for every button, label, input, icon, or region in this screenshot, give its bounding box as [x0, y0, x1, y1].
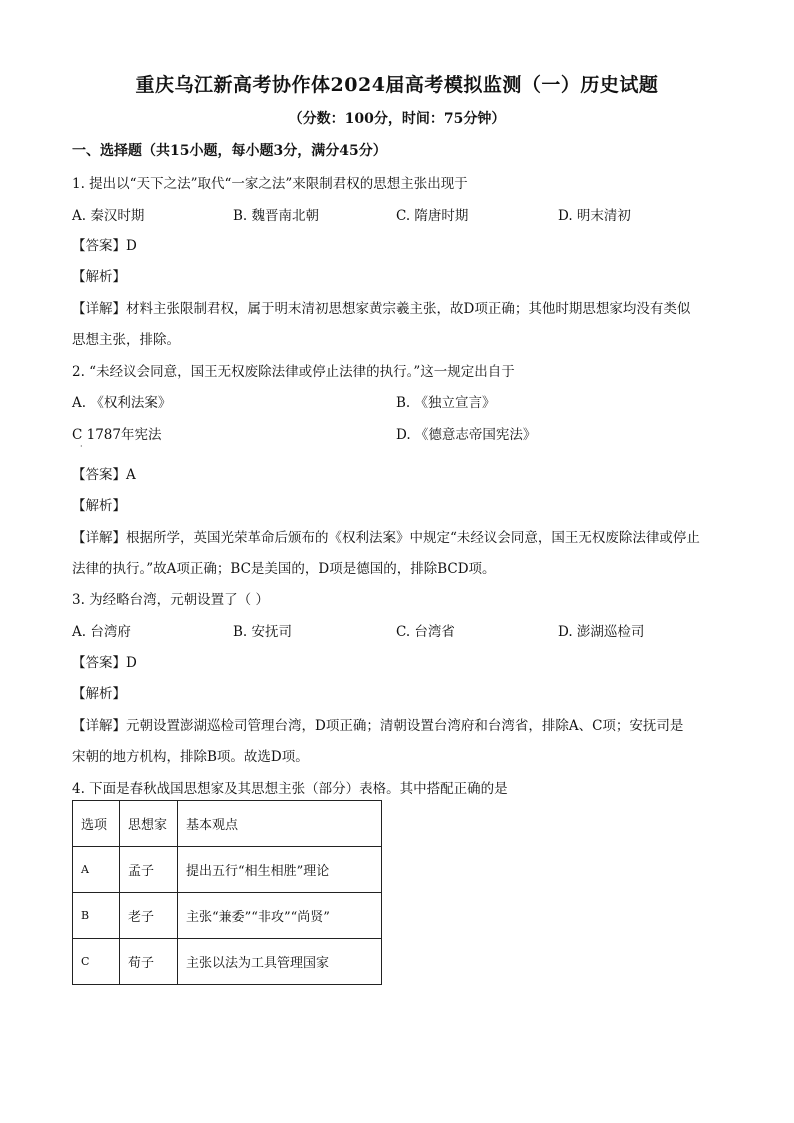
table-row — [73, 893, 382, 939]
table-header-row — [73, 801, 382, 847]
table-cell: B — [73, 893, 120, 939]
q2-option-c: C 1787年宪法 — [72, 427, 162, 443]
table-cell: A — [73, 847, 120, 893]
stray-mark: · — [80, 442, 83, 451]
q2-detail-line2: 法律的执行。”故A项正确；BC是美国的，D项是德国的，排除BCD项。 — [72, 561, 496, 577]
exam-info: （分数：100分，时间：75分钟） — [288, 111, 506, 127]
page-title: 重庆乌江新高考协作体2024届高考模拟监测（一）历史试题 — [135, 74, 659, 96]
table-row — [73, 847, 382, 893]
q1-analysis-label: 【解析】 — [72, 269, 126, 285]
q1-option-a: A. 秦汉时期 — [72, 208, 145, 224]
q4-stem: 4. 下面是春秋战国思想家及其思想主张（部分）表格。其中搭配正确的是 — [72, 781, 508, 797]
q1-option-c: C. 隋唐时期 — [396, 208, 469, 224]
q3-option-c: C. 台湾省 — [396, 624, 455, 640]
q1-stem: 1. 提出以“天下之法”取代“一家之法”来限制君权的思想主张出现于 — [72, 176, 468, 192]
table-cell: 荀子 — [120, 939, 178, 985]
table-header-cell: 基本观点 — [178, 801, 382, 847]
q2-detail-line1: 【详解】根据所学，英国光荣革命后颁布的《权利法案》中规定“未经议会同意，国王无权废除法律或停止 — [72, 530, 700, 546]
table-cell: 孟子 — [120, 847, 178, 893]
q1-answer: 【答案】D — [72, 238, 137, 254]
q3-analysis-label: 【解析】 — [72, 686, 126, 702]
q3-detail-line1: 【详解】元朝设置澎湖巡检司管理台湾，D项正确；清朝设置台湾府和台湾省，排除A、C项；安抚司是 — [72, 718, 684, 734]
table-cell: 提出五行“相生相胜”理论 — [178, 847, 382, 893]
q3-option-a: A. 台湾府 — [72, 624, 131, 640]
q3-option-b: B. 安抚司 — [233, 624, 293, 640]
q1-detail-line1: 【详解】材料主张限制君权，属于明末清初思想家黄宗羲主张，故D项正确；其他时期思想家均没有类似 — [72, 301, 691, 317]
table-cell: 老子 — [120, 893, 178, 939]
section-heading: 一、选择题（共15小题，每小题3分，满分45分） — [72, 143, 387, 159]
q4-table — [72, 800, 382, 985]
q3-detail-line2: 宋朝的地方机构，排除B项。故选D项。 — [72, 749, 309, 765]
q2-option-d: D. 《德意志帝国宪法》 — [396, 427, 537, 443]
q3-stem: 3. 为经略台湾，元朝设置了（ ） — [72, 592, 269, 608]
table-header-cell: 思想家 — [120, 801, 178, 847]
q2-option-b: B. 《独立宣言》 — [396, 395, 496, 411]
q3-option-d: D. 澎湖巡检司 — [558, 624, 645, 640]
table-cell: C — [73, 939, 120, 985]
q1-option-b: B. 魏晋南北朝 — [233, 208, 320, 224]
q2-stem: 2. “未经议会同意，国王无权废除法律或停止法律的执行。”这一规定出自于 — [72, 364, 515, 380]
q2-answer: 【答案】A — [72, 467, 136, 483]
q3-answer: 【答案】D — [72, 655, 137, 671]
table-row — [73, 939, 382, 985]
table-header-cell: 选项 — [73, 801, 120, 847]
table-cell: 主张以法为工具管理国家 — [178, 939, 382, 985]
q1-option-d: D. 明末清初 — [558, 208, 631, 224]
table-cell: 主张“兼委”“非攻”“尚贤” — [178, 893, 382, 939]
q2-analysis-label: 【解析】 — [72, 498, 126, 514]
q2-option-a: A. 《权利法案》 — [72, 395, 172, 411]
q1-detail-line2: 思想主张，排除。 — [72, 332, 180, 348]
